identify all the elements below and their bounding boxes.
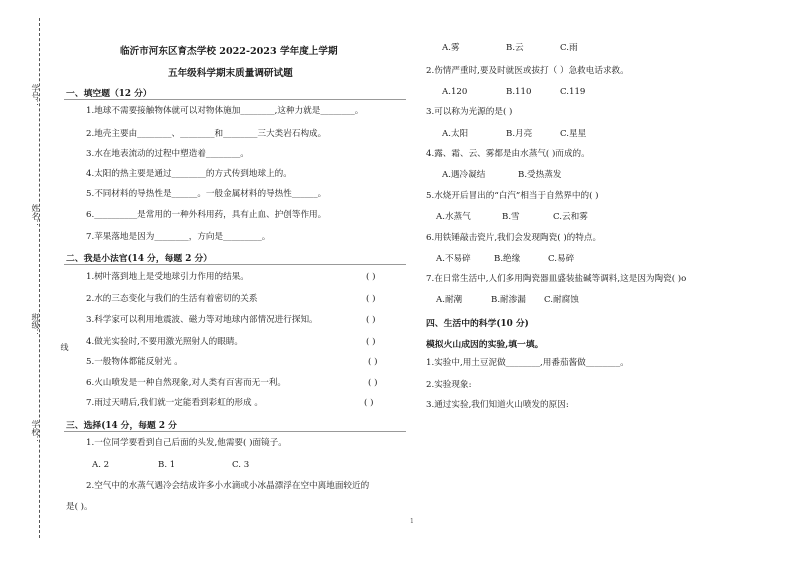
choice-q5-option-b: B.雪	[502, 212, 520, 222]
choice-q3-option-c: C.星星	[560, 129, 587, 139]
binding-line-char: 线	[60, 343, 69, 351]
choice-q2b: 2.伤情严重时,要及时就医或拔打（ ）急救电话求救。	[426, 66, 629, 76]
choice-q2-line2: 是( )。	[66, 502, 93, 512]
choice-q5: 5.水烧开后冒出的“白汽”相当于自然界中的( )	[426, 191, 599, 201]
section3-divider	[64, 431, 406, 432]
section4-heading: 四、生活中的科学(10 分)	[426, 319, 529, 329]
choice-q1-option-b: B. 1	[158, 460, 176, 470]
judge-item: 5.一般物体都能反射光 。	[86, 357, 183, 367]
answer-paren: ( )	[366, 272, 376, 282]
section4-intro: 模拟火山成因的实验,填一填。	[426, 340, 544, 350]
choice-q7-option-a: A.耐潮	[436, 295, 463, 305]
fill-q3: 3.水在地表流动的过程中塑造着________。	[86, 149, 249, 159]
choice-q6-option-c: C.易碎	[548, 254, 575, 264]
name-label: 姓名：	[31, 204, 40, 228]
student-no-label: 学号：	[31, 84, 40, 108]
choice-q3-option-a: A.太阳	[442, 129, 469, 139]
choice-q5-option-a: A.水蒸气	[436, 212, 471, 222]
answer-paren: ( )	[366, 315, 376, 325]
fill-q5: 5.不同材料的导热性是______。一般金属材料的导热性______。	[86, 189, 327, 199]
choice-q2b-option-c: C.119	[560, 87, 586, 97]
judge-item: 6.火山喷发是一种自然现象,对人类有百害而无一利。	[86, 378, 286, 388]
section3-heading: 三、选择(14 分，每题 2 分	[66, 421, 177, 431]
life-q3: 3.通过实验,我们知道火山喷发的原因:	[426, 400, 569, 410]
fill-q7: 7.苹果落地是因为________，方向是_________。	[86, 232, 271, 242]
answer-paren: ( )	[368, 357, 378, 367]
choice-q7-option-b: B.耐渗漏	[491, 295, 526, 305]
choice-q2b-option-a: A.120	[442, 87, 468, 97]
section1-heading: 一、填空题（12 分）	[66, 89, 152, 99]
choice-q4: 4.露、霜、云、雾都是由水蒸气( )而成的。	[426, 149, 590, 159]
choice-q2b-option-b: B.110	[506, 87, 532, 97]
fill-q4: 4.太阳的热主要是通过________的方式传到地球上的。	[86, 169, 292, 179]
choice-q7-option-c: C.耐腐蚀	[544, 295, 579, 305]
life-q1: 1.实验中,用土豆泥做________,用番茄酱做________。	[426, 358, 629, 368]
choice-q1-option-c: C. 3	[232, 460, 250, 470]
choice-q4-option-a: A.遇冷凝结	[442, 170, 486, 180]
choice-q2-option-a: A.雾	[442, 43, 460, 53]
judge-item: 1.树叶落到地上是受地球引力作用的结果。	[86, 272, 249, 282]
section1-divider	[64, 99, 406, 100]
fill-q2: 2.地壳主要由________、________和________三大类岩石构成。	[86, 129, 327, 139]
choice-q4-option-b: B.受热蒸发	[518, 170, 562, 180]
choice-q2-line1: 2.空气中的水蒸气遇冷会结成许多小水滴或小冰晶漂浮在空中离地面较近的	[86, 481, 370, 491]
judge-item: 4.做光实验时,不要用激光照射人的眼睛。	[86, 337, 244, 347]
judge-item: 2.水的三态变化与我们的生活有着密切的关系	[86, 294, 258, 304]
exam-title-line1: 临沂市河东区育杰学校 2022-2023 学年度上学期	[120, 46, 338, 57]
choice-q1-option-a: A. 2	[92, 460, 110, 470]
choice-q6: 6.用铁锤敲击瓷片,我们会发现陶瓷( )的特点。	[426, 233, 602, 243]
class-label: 班级：	[31, 313, 40, 337]
section2-divider	[64, 264, 406, 265]
answer-paren: ( )	[366, 337, 376, 347]
choice-q3-option-b: B.月亮	[506, 129, 533, 139]
choice-q2-option-b: B.云	[506, 43, 524, 53]
choice-q7: 7.在日常生活中,人们多用陶瓷器皿盛装盐碱等调料,这是因为陶瓷( )o	[426, 274, 687, 284]
choice-q3: 3.可以称为光源的是( )	[426, 107, 513, 117]
page-number: 1	[410, 518, 414, 525]
choice-q6-option-b: B.绝缘	[494, 254, 521, 264]
fill-q1: 1.地球不需要接触物体就可以对物体施加________,这种力就是________。	[86, 106, 364, 116]
judge-item: 3.科学家可以利用地震波、磁力等对地球内部情况进行探知。	[86, 315, 318, 325]
choice-q1: 1.一位同学要看到自己后面的头发,他需要( )面镜子。	[86, 438, 287, 448]
choice-q2-option-c: C.雨	[560, 43, 578, 53]
choice-q6-option-a: A.不易碎	[436, 254, 471, 264]
exam-title-line2: 五年级科学期末质量调研试题	[168, 68, 293, 79]
fill-q6: 6.__________是常用的一种外科用药，具有止血、护创等作用。	[86, 210, 327, 220]
school-label: 学校：	[31, 420, 40, 444]
choice-q5-option-c: C.云和雾	[553, 212, 588, 222]
answer-paren: ( )	[364, 398, 374, 408]
life-q2: 2.实验现象:	[426, 380, 472, 390]
judge-item: 7.雨过天晴后,我们就一定能看到彩虹的形成 。	[86, 398, 263, 408]
answer-paren: ( )	[368, 378, 378, 388]
section2-heading: 二、我是小法官(14 分，每题 2 分）	[66, 254, 213, 264]
answer-paren: ( )	[366, 294, 376, 304]
